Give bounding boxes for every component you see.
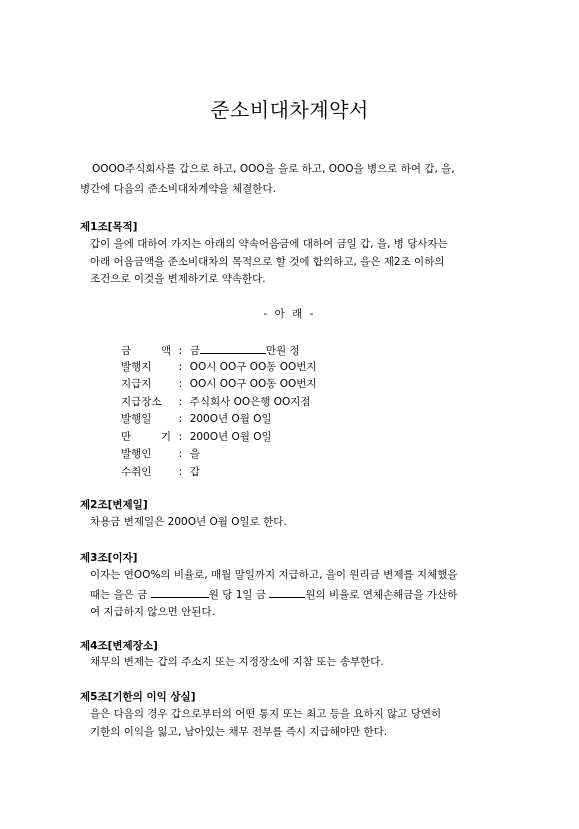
term-separator: : [178,360,183,373]
article-1-body [90,236,500,289]
article-4-body [90,654,500,672]
article-2-body [90,514,500,532]
amount-blank [200,341,266,354]
intro-line-2: 병간에 다음의 준소비대차계약을 체결한다. [80,183,276,195]
term-issue-place [121,359,317,377]
term-value-prefix: 금 [189,345,200,357]
term-value: 을 [189,448,200,460]
article-5-line-2: 기한의 이익을 잃고, 남아있는 채무 전부를 즉시 지급해야만 한다. [90,725,388,738]
term-label: 지급장소 [121,395,162,408]
intro-line-1: OOOO주식회사를 갑으로 하고, OOO을 을로 하고, OOO을 병으로 하여 갑, 을, [92,163,455,175]
line-2-part-a: 때는 을은 금 [90,588,151,601]
term-label: 금 액 [121,345,171,357]
article-1-line-1: 갑이 을에 대하여 가지는 아래의 약속어음금에 대하여 금일 갑, 을, 병 당사자는 [90,238,448,250]
article-4-line-1: 채무의 변제는 갑의 주소지 또는 지정장소에 지참 또는 송부한다. [90,656,384,668]
term-separator: : [178,395,183,408]
line-2-part-c: 원의 비율로 연체손해금을 가산하 [305,588,458,601]
article-2-heading: 제2조[변제일] [80,499,148,511]
line-2-part-b: 원 당 1일 금 [208,588,270,601]
article-3-line-2 [90,585,500,605]
article-1-line-3: 조건으로 이것을 변제하기로 약속한다. [90,273,266,285]
intro-paragraph [80,159,500,199]
term-label: 발행인 [121,448,152,460]
article-4-heading: 제4조[변제장소] [80,640,158,652]
term-separator: : [178,430,183,443]
term-separator: : [178,448,183,460]
term-separator: : [178,378,183,390]
term-issuer [121,446,317,464]
article-1-line-2: 아래 어음금액을 준소비대차의 목적으로 할 것에 합의하고, 을은 제2조 이하의 [90,255,445,268]
term-maturity [121,429,317,447]
principal-blank [151,585,209,598]
terms-heading: - 아 래 - [263,308,316,320]
term-amount [121,341,317,359]
term-value: 200O년 O월 O일 [189,413,272,425]
term-label: 수취인 [121,465,152,478]
term-value: 갑 [189,465,200,478]
term-label: 지급지 [121,378,152,390]
term-value: 주식회사 OO은행 OO지점 [189,395,311,408]
term-issue-date [121,411,317,429]
term-payment-location [121,394,317,412]
term-value: 200O년 O월 O일 [189,430,272,443]
article-2-line-1: 차용금 변제일은 200O년 O월 O일로 한다. [90,516,287,528]
term-separator: : [178,345,183,357]
article-3-line-1: 이자는 연OO%의 비율로, 매월 말일까지 지급하고, 을이 원리금 변제를 지체했을 [90,569,458,581]
document-title: 준소비대차계약서 [210,98,369,122]
penalty-blank [269,585,305,598]
term-separator: : [178,465,183,478]
term-payment-place [121,376,317,394]
term-separator: : [178,413,183,425]
article-1-heading: 제1조[목적] [80,221,138,233]
term-value: OO시 OO구 OO동 OO번지 [189,378,317,390]
article-3-line-3: 여 지급하지 않으면 안된다. [90,606,215,618]
term-payee [121,464,317,482]
article-5-line-1: 을은 다음의 경우 갑으로부터의 어떤 통지 또는 최고 등을 요하지 않고 당연히 [90,708,442,720]
article-5-heading: 제5조[기한의 이익 상실] [80,691,196,703]
term-label: 만 기 [121,430,171,443]
term-label: 발행일 [121,413,152,425]
article-3-heading: 제3조[이자] [80,552,138,564]
term-value: OO시 OO구 OO동 OO번지 [189,360,317,373]
term-label: 발행지 [121,360,152,373]
term-value-suffix: 만원 정 [265,345,300,357]
article-3-body [90,567,500,622]
promissory-note-terms [121,341,317,481]
article-5-body [90,706,500,741]
